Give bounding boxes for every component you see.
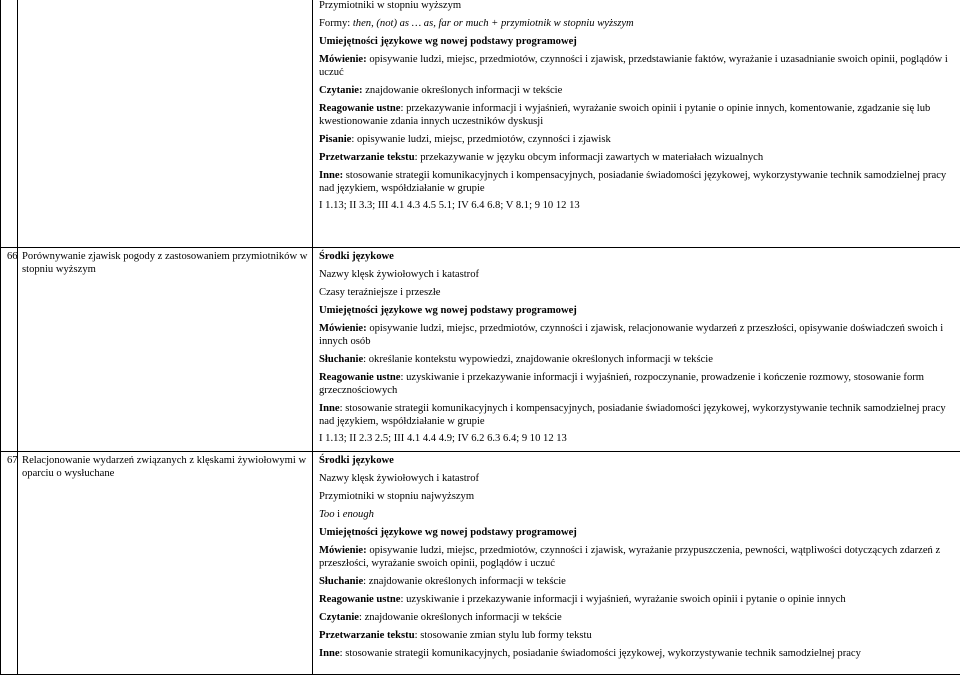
content-line (319, 353, 959, 366)
lesson-topic: Porównywanie zjawisk pogody z zastosowaniem przymiotników w stopniu wyższym (22, 251, 307, 275)
lesson-content-cell (313, 452, 960, 675)
content-text: Too (319, 509, 335, 520)
content-heading: Mówienie: (319, 545, 367, 556)
content-text: : uzyskiwanie i przekazywanie informacji i wyjaśnień, wyrażanie swoich opinii i pytanie o opinie innych (401, 594, 846, 605)
content-text: opisywanie ludzi, miejsc, przedmiotów, czynności i zjawisk, relacjonowanie wydarzeń z przeszłości, opisywanie doświadczeń swoich i innych osób (319, 323, 943, 347)
lesson-number: 66 (7, 251, 18, 262)
content-line (319, 593, 959, 606)
content-line (319, 304, 959, 317)
table-row (1, 452, 960, 675)
lesson-topic-cell (18, 452, 313, 675)
content-line (319, 508, 959, 521)
content-heading: Reagowanie ustne (319, 594, 401, 605)
content-line (319, 199, 959, 212)
content-line (319, 17, 959, 30)
content-heading: Czytanie (319, 612, 359, 623)
lesson-topic-cell (18, 0, 313, 248)
content-heading: Umiejętności językowe wg nowej podstawy programowej (319, 305, 577, 316)
content-heading: Mówienie: (319, 54, 367, 65)
lesson-number-cell (1, 0, 18, 248)
table-row (1, 0, 960, 248)
content-line (319, 490, 959, 503)
content-text: Przymiotniki w stopniu najwyższym (319, 491, 474, 502)
content-heading: Inne (319, 403, 340, 414)
content-line (319, 84, 959, 97)
lesson-number-cell (1, 248, 18, 452)
content-line (319, 629, 959, 642)
content-text: : stosowanie strategii komunikacyjnych, posiadanie świadomości językowej, wykorzystywanie technik samodzielnej pracy (340, 648, 861, 659)
lesson-topic-cell (18, 248, 313, 452)
content-line (319, 472, 959, 485)
content-text: opisywanie ludzi, miejsc, przedmiotów, czynności i zjawisk, wyrażanie przypuszczenia, pewności, wątpliwości dotyczących zdarzeń z przeszłości, wyrażanie swoich opinii, poglądów i uczuć (319, 545, 940, 569)
content-line (319, 611, 959, 624)
content-heading: Reagowanie ustne (319, 372, 401, 383)
content-text: i (335, 509, 343, 520)
content-heading: Przetwarzanie tekstu (319, 630, 415, 641)
content-line (319, 102, 959, 128)
content-text: : przekazywanie informacji i wyjaśnień, wyrażanie swoich opinii i pytanie o opinie innych, komentowanie, zgadzanie się lub kwestionowanie zdania innych uczestników dyskusji (319, 103, 930, 127)
lesson-number: 67 (7, 455, 18, 466)
content-line (319, 402, 959, 428)
content-line (319, 647, 959, 660)
lesson-content-cell (313, 0, 960, 248)
content-heading: Słuchanie (319, 576, 363, 587)
content-text: opisywanie ludzi, miejsc, przedmiotów, czynności i zjawisk, przedstawianie faktów, wyrażanie i uzasadnianie swoich opinii, poglądów i uczuć (319, 54, 948, 78)
lesson-content-cell (313, 248, 960, 452)
content-text: : określanie kontekstu wypowiedzi, znajdowanie określonych informacji w tekście (363, 354, 713, 365)
curriculum-table-body (1, 0, 960, 675)
content-text: : stosowanie zmian stylu lub formy tekstu (415, 630, 592, 641)
content-text: then, (not) as … as, far or much + przymiotnik w stopniu wyższym (353, 18, 634, 29)
content-line (319, 371, 959, 397)
lesson-number-cell (1, 452, 18, 675)
table-row (1, 248, 960, 452)
content-heading: Reagowanie ustne (319, 103, 401, 114)
content-text: : znajdowanie określonych informacji w tekście (363, 576, 566, 587)
content-text: enough (343, 509, 374, 520)
content-heading: Umiejętności językowe wg nowej podstawy programowej (319, 527, 577, 538)
content-line (319, 526, 959, 539)
content-heading: Inne: (319, 170, 343, 181)
content-line (319, 169, 959, 195)
content-heading: Przetwarzanie tekstu (319, 152, 415, 163)
content-line (319, 268, 959, 281)
content-heading: Słuchanie (319, 354, 363, 365)
content-heading: Inne (319, 648, 340, 659)
content-heading: Środki językowe (319, 251, 394, 262)
content-text: : uzyskiwanie i przekazywanie informacji i wyjaśnień, rozpoczynanie, prowadzenie i kończenie rozmowy, stosowanie form grzecznościowych (319, 372, 924, 396)
content-text: : znajdowanie określonych informacji w tekście (359, 612, 562, 623)
content-heading: Środki językowe (319, 455, 394, 466)
content-text: I 1.13; II 3.3; III 4.1 4.3 4.5 5.1; IV 6.4 6.8; V 8.1; 9 10 12 13 (319, 200, 580, 211)
content-line (319, 133, 959, 146)
content-heading: Pisanie (319, 134, 351, 145)
content-line (319, 35, 959, 48)
content-text: : opisywanie ludzi, miejsc, przedmiotów, czynności i zjawisk (351, 134, 610, 145)
content-line (319, 0, 959, 12)
content-text: Przymiotniki w stopniu wyższym (319, 0, 461, 11)
content-line (319, 53, 959, 79)
content-heading: Mówienie: (319, 323, 367, 334)
content-line (319, 454, 959, 467)
content-line (319, 432, 959, 445)
content-line (319, 544, 959, 570)
lesson-topic: Relacjonowanie wydarzeń związanych z klęskami żywiołowymi w oparciu o wysłuchane (22, 455, 306, 479)
content-line (319, 575, 959, 588)
content-text: Formy: (319, 18, 353, 29)
content-line (319, 250, 959, 263)
content-text: znajdowanie określonych informacji w tekście (363, 85, 563, 96)
content-text: : stosowanie strategii komunikacyjnych i kompensacyjnych, posiadanie świadomości językowej, wykorzystywanie technik samodzielnej pracy nad językiem, współdziałanie w grupie (319, 403, 946, 427)
content-text: : przekazywanie w języku obcym informacji zawartych w materiałach wizualnych (415, 152, 764, 163)
content-text: Nazwy klęsk żywiołowych i katastrof (319, 269, 479, 280)
content-text: Nazwy klęsk żywiołowych i katastrof (319, 473, 479, 484)
content-line (319, 286, 959, 299)
content-line (319, 322, 959, 348)
content-heading: Umiejętności językowe wg nowej podstawy programowej (319, 36, 577, 47)
content-text: I 1.13; II 2.3 2.5; III 4.1 4.4 4.9; IV 6.2 6.3 6.4; 9 10 12 13 (319, 433, 567, 444)
content-text: Czasy teraźniejsze i przeszłe (319, 287, 440, 298)
content-line (319, 151, 959, 164)
content-heading: Czytanie: (319, 85, 363, 96)
content-text: stosowanie strategii komunikacyjnych i kompensacyjnych, posiadanie świadomości językowej, wykorzystywanie technik samodzielnej pracy nad językiem, współdziałanie w grupie (319, 170, 946, 194)
